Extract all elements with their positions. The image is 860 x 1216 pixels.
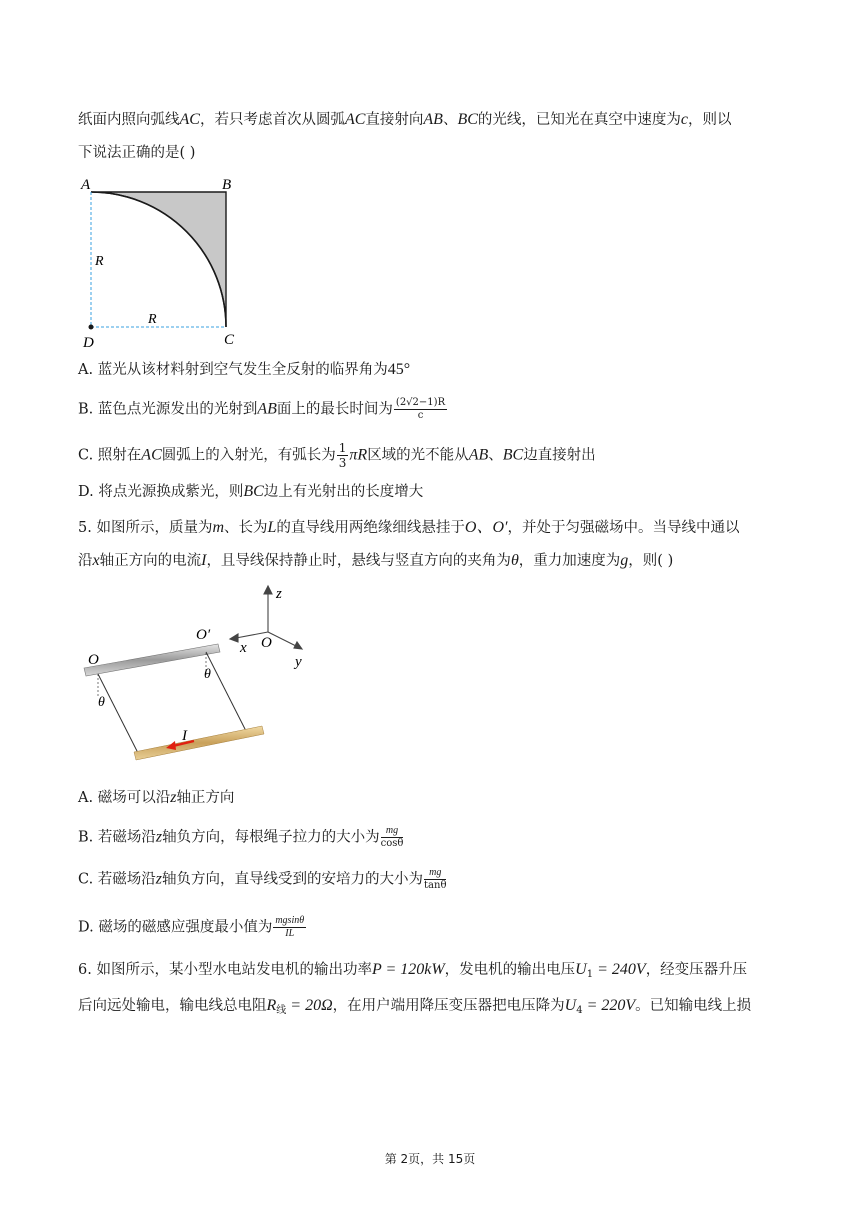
string-left — [98, 674, 138, 753]
label-a: A — [81, 177, 91, 193]
axis-z-label: z — [276, 586, 282, 602]
math: R — [266, 997, 277, 1014]
subscript: 线 — [276, 1005, 287, 1016]
point-d — [89, 325, 94, 330]
text: 、长为 — [224, 520, 268, 536]
text: 轴正方向的电流 — [99, 553, 202, 569]
text: ，经变压器升压 — [645, 962, 748, 978]
page-footer: 第 2页，共 15页 — [384, 1152, 476, 1166]
label-theta-left: θ — [98, 695, 105, 710]
text: 5. 如图所示，质量为 — [78, 520, 213, 536]
q4-option-b — [78, 398, 448, 421]
text: 、 — [488, 447, 503, 464]
math: z — [155, 870, 163, 888]
label-c: C — [224, 332, 235, 348]
math: z — [155, 828, 163, 846]
label-r-vertical: R — [95, 254, 104, 269]
q5-option-a — [78, 788, 234, 808]
label-b: B — [222, 177, 232, 193]
shaded-region — [91, 192, 226, 327]
math: U — [564, 997, 577, 1014]
denominator: tanθ — [424, 880, 447, 891]
math: BC — [457, 111, 478, 128]
label-current: I — [182, 728, 187, 744]
label-o-prime: O′ — [196, 627, 211, 643]
text: B. 蓝色点光源发出的光射到 — [78, 401, 258, 418]
support-rod — [84, 644, 220, 676]
text: B. 若磁场沿 — [78, 829, 156, 846]
math: L — [267, 519, 277, 536]
fraction — [273, 916, 306, 939]
math: = 20Ω — [286, 997, 333, 1014]
subscript: 4 — [576, 1005, 583, 1016]
text: 圆弧上的入射光，有弧长为 — [161, 447, 336, 464]
math: AB — [423, 111, 443, 128]
text: A. 磁场可以沿 — [78, 790, 171, 806]
text: 6. 如图所示，某小型水电站发电机的输出功率 — [78, 962, 372, 978]
text: 的直导线用两绝缘细线悬挂于 — [276, 520, 465, 536]
intro-line-2: 下说法正确的是( ) — [78, 145, 196, 161]
text: C. 照射在 — [78, 447, 142, 464]
math: 45° — [387, 361, 411, 378]
math: O、O′ — [464, 519, 508, 536]
wire — [134, 726, 264, 760]
math: BC — [502, 446, 524, 464]
text: 边直接射出 — [523, 447, 596, 464]
text: ，发电机的输出电压 — [444, 962, 576, 978]
figure-suspended-wire — [78, 580, 338, 780]
math: m — [212, 519, 225, 536]
q5-option-c — [78, 868, 447, 891]
label-r-horizontal: R — [148, 312, 157, 327]
math: AC — [179, 111, 200, 128]
figure-quarter-circle — [78, 175, 258, 350]
q5-option-d — [78, 916, 307, 939]
denominator: IL — [285, 928, 295, 939]
math: AC — [344, 111, 366, 128]
text: D. 磁场的磁感应强度最小值为 — [78, 919, 273, 936]
text: 后向远处输电，输电线总电阻 — [78, 998, 267, 1014]
axis-y-label: y — [295, 654, 302, 670]
fraction — [337, 442, 349, 469]
q6-line-1 — [78, 960, 747, 985]
math: U — [575, 961, 587, 978]
math: I — [201, 552, 207, 569]
q6-line-2 — [78, 996, 751, 1021]
text: ，若只考虑首次从圆弧 — [199, 112, 345, 128]
denominator: c — [417, 410, 424, 421]
text: 直接射向 — [365, 112, 424, 128]
label-theta-right: θ — [204, 667, 211, 682]
text: 边上有光射出的长度增大 — [263, 484, 424, 500]
math: AB — [257, 400, 277, 418]
math: BC — [243, 483, 264, 500]
denominator: 3 — [338, 456, 347, 470]
math: θ — [510, 552, 519, 569]
text: ，且导线保持静止时，悬线与竖直方向的夹角为 — [206, 553, 511, 569]
text: C. 若磁场沿 — [78, 871, 156, 888]
q4-option-a — [78, 360, 410, 380]
axis-x-label: x — [240, 640, 247, 656]
fraction — [381, 826, 404, 849]
numerator: mgsinθ — [275, 915, 305, 926]
text: 面上的最长时间为 — [276, 401, 393, 418]
text: 区域的光不能从 — [367, 447, 469, 464]
math: x — [92, 552, 100, 569]
math: AB — [468, 446, 489, 464]
math: AC — [141, 446, 162, 464]
math: g — [620, 552, 629, 569]
text: D. 将点光源换成紫光，则 — [78, 484, 244, 500]
math: P = 120kW — [371, 961, 445, 978]
text: ，重力加速度为 — [518, 553, 621, 569]
text: ，则以 — [688, 112, 732, 128]
text: 、 — [442, 112, 458, 128]
label-d: D — [83, 335, 94, 350]
text: ，在用户端用降压变压器把电压降为 — [332, 998, 565, 1014]
text: 纸面内照向弧线 — [78, 112, 180, 128]
fraction — [394, 398, 447, 421]
math: z — [170, 789, 177, 806]
numerator: mg — [381, 826, 404, 838]
q4-option-d — [78, 482, 423, 502]
text: ，并处于匀强磁场中。当导线中通以 — [507, 520, 740, 536]
numerator: 1 — [338, 441, 347, 455]
fraction — [424, 868, 446, 891]
axis-o-label: O — [261, 635, 272, 651]
label-o: O — [88, 652, 99, 668]
math: c — [680, 111, 689, 128]
q5-line-1 — [78, 518, 740, 538]
text: 沿 — [78, 553, 93, 569]
math: = 220V — [582, 997, 636, 1014]
math: πR — [349, 446, 368, 464]
q5-line-2 — [78, 551, 673, 571]
text: 。已知输电线上损 — [635, 998, 752, 1014]
numerator: mg — [424, 868, 446, 880]
math: = 240V — [593, 961, 646, 978]
denominator: cosθ — [380, 838, 404, 849]
text: A. 蓝光从该材料射到空气发生全反射的临界角为 — [78, 362, 388, 378]
numerator: (2√2−1)R — [395, 397, 446, 408]
q4-option-c — [78, 442, 596, 469]
intro-line-1 — [78, 110, 732, 130]
text: 轴正方向 — [176, 790, 235, 806]
string-right — [206, 652, 246, 731]
text: ，则( ) — [628, 553, 674, 569]
text: 轴负方向，直导线受到的安培力的大小为 — [162, 871, 424, 888]
text: 轴负方向，每根绳子拉力的大小为 — [162, 829, 380, 846]
text: 的光线，已知光在真空中速度为 — [477, 112, 681, 128]
q5-option-b — [78, 826, 404, 849]
subscript: 1 — [586, 969, 594, 980]
